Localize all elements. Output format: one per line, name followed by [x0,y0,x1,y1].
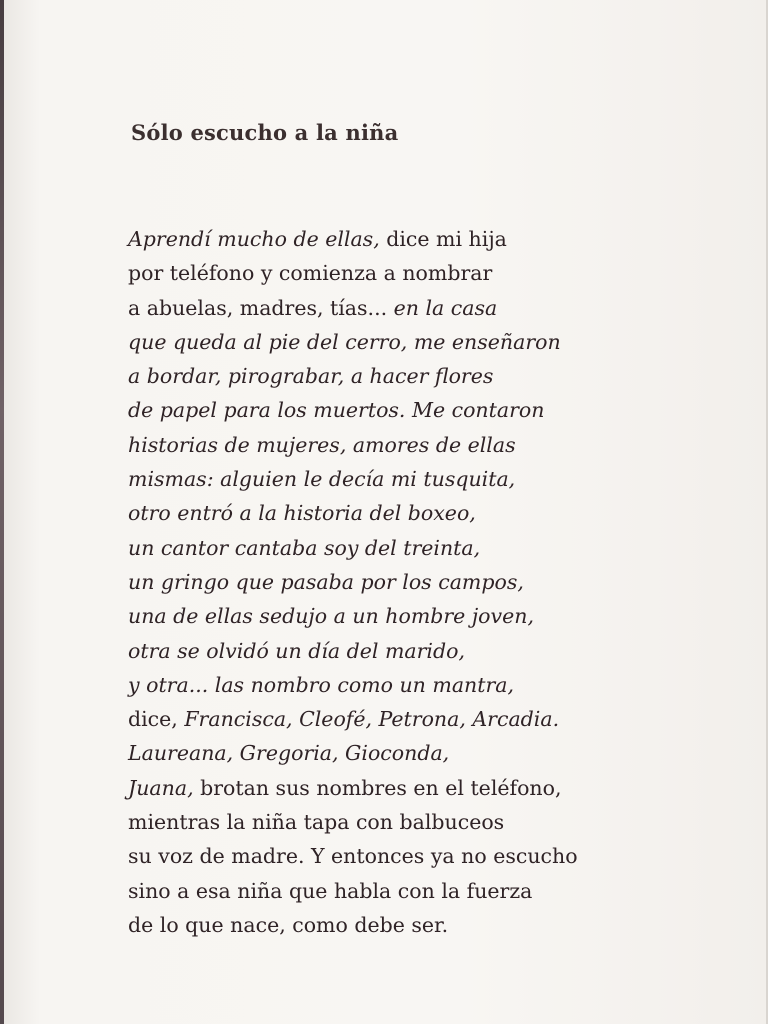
poem-line [128,393,578,427]
poem-text-italic: otro entró a la historia del boxeo, [128,501,476,526]
poem-line [128,908,578,942]
poem-line [128,496,578,530]
poem-line [128,222,578,256]
poem-line [128,565,578,599]
poem-text: mientras la niña tapa con balbuceos [128,810,505,835]
poem-line [128,462,578,496]
poem-text-italic: en la casa [393,295,498,320]
poem-text-italic: historias de mujeres, amores de ellas [128,432,516,457]
poem-line [128,702,578,736]
poem-text-italic: Francisca, Cleofé, Petrona, Arcadia. [184,707,560,732]
poem-line [128,325,578,359]
poem-text-italic: Juana, [128,775,194,800]
poem-text-italic: otra se olvidó un día del marido, [128,638,465,663]
poem-line [128,634,578,668]
poem-text: dice, [128,707,185,732]
poem-line [128,874,578,908]
poem-text: dice mi hija [379,227,507,251]
poem-text-italic: a bordar, pirograbar, a hacer flores [128,364,494,389]
poem-title: Sólo escucho a la niña [131,120,399,145]
poem-line [128,805,578,839]
poem-text-italic: una de ellas sedujo a un hombre joven, [128,604,534,629]
poem-text-italic: un gringo que pasaba por los campos, [128,569,524,594]
poem-line [128,256,578,290]
page-edge-left [0,0,4,1024]
poem-text-italic: mismas: alguien le decía mi tusquita, [128,467,516,492]
poem-line [128,291,578,325]
poem-text: sino a esa niña que habla con la fuerza [128,878,533,903]
poem-text-italic: un cantor cantaba soy del treinta, [128,535,481,560]
poem-text: su voz de madre. Y entonces ya no escucho [128,844,578,869]
poem-text-italic: de papel para los muertos. Me contaron [128,398,545,423]
poem-text: brotan sus nombres en el teléfono, [193,775,562,800]
poem-text-italic: Laureana, Gregoria, Gioconda, [128,741,450,766]
poem-line [128,839,578,873]
poem-line [128,359,578,393]
poem-line [128,668,578,702]
poem-line [128,599,578,633]
poem-body [128,222,578,942]
poem-text-italic: Aprendí mucho de ellas, [128,227,380,251]
poem-text-italic: y otra... las nombro como un mantra, [128,672,515,697]
poem-line [128,531,578,565]
poem-line [128,736,578,770]
poem-text: de lo que nace, como debe ser. [128,912,449,937]
poem-text-italic: que queda al pie del cerro, me enseñaron [128,329,561,354]
poem-line [128,428,578,462]
poem-text: a abuelas, madres, tías... [128,295,394,320]
poem-text: por teléfono y comienza a nombrar [128,261,493,286]
poem-line [128,771,578,805]
